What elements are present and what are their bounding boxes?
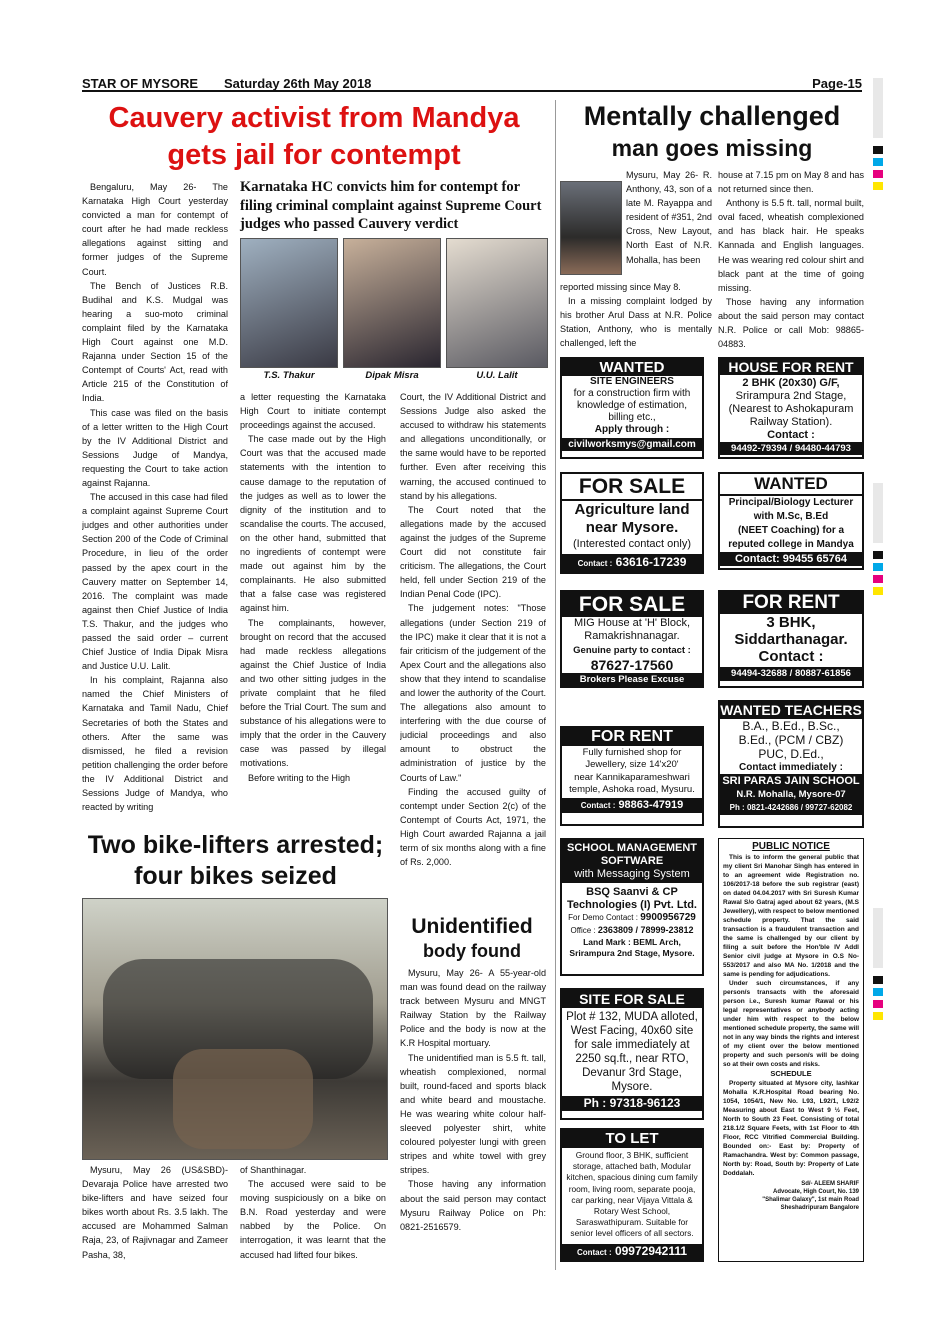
bike-lifters-photo bbox=[82, 898, 388, 1160]
missing-man-photo bbox=[560, 181, 622, 275]
story3-headline: Two bike-lifters arrested; four bikes seized bbox=[87, 831, 384, 890]
ad-to-let: TO LET Ground floor, 3 BHK, sufficient storage, attached bath, Modular kitchen, spacious dining cum family room, living room, separate pooja, car parking, near Vijaya Vittala & Rotary West School, Saraswathipuram. Suitable for senior level officers of all sectors. Contact : 09972942111 bbox=[560, 1128, 704, 1262]
print-registration-marks bbox=[873, 78, 883, 1278]
ad-school-software: SCHOOL MANAGEMENT SOFTWARE with Messaging System BSQ Saanvi & CP Technologies (I) Pvt. Ltd. For Demo Contact : 9900956729 Office : 2363809 / 78999-23812 Land Mark : BEML Arch, Srirampura 2nd Stage, Mysore. bbox=[560, 838, 704, 976]
story4-headline: Unidentified body found bbox=[411, 915, 533, 961]
story1-column-1: Bengaluru, May 26- The Karnataka High Court yesterday convicted a man for contempt of court after he had made reckless allegations against sitting and former judges of the Supreme Court. The Bench of Justices R.B. Budihal and K.S. Mudgal was hearing a suo-moto criminal complaint filed by the Karnataka High Court against one M.D. Rajanna under Section 15 of the Contempt of Courts' Act, read with Article 215 of the Constitution of India. This case was filed on the basis of a letter written to the High Court by the IV Additional District and Sessions Judge of Mandya, requesting the Court to take action against Rajanna. The accused in this case had filed a complaint against Supreme Court judges and other authorities under Section 200 of the Code of Criminal Procedure, in lieu of the order passed by the apex court in the Cauvery matter on September 14, 2016. The complaint was made against then Chief Justice of India T.S. Thakur, and the judges who passed the said order – current Chief Justice of India Dipak Misra and Justice U.U. Lalit. In his complaint, Rajanna also named the Chief Ministers of Karnataka and Tamil Nadu, Chief Secretaries of both the States and others. After the same was dismissed, he filed a revision petition challenging the order before the IV Additional District and Sessions Judge of Mandya, who reacted by writing bbox=[82, 182, 228, 813]
story2-column-1a: Mysuru, May 26- R. Anthony, 43, son of a late M. Rayappa and resident of #351, 2nd Cross, New Layout, North East of N.R. Mohalla, has been bbox=[626, 170, 712, 265]
story2-column-1b: reported missing since May 8. In a missing complaint lodged by his brother Arul Dass at N.R. Police Station, Anthony, who is mentally challenged, left the bbox=[560, 282, 712, 349]
caption-lalit: U.U. Lalit bbox=[476, 370, 518, 381]
story3-column-1: Mysuru, May 26 (US&SBD)- Devaraja Police have arrested two bike-lifters and have seized four bikes worth about Rs. 3.5 lakh. The accused are Mohammed Salman Raja, 23, of Rajivnagar and Zameer Pasha, 38, bbox=[82, 1165, 228, 1260]
caption-thakur: T.S. Thakur bbox=[263, 370, 315, 381]
story4-body: Mysuru, May 26- A 55-year-old man was found dead on the railway track between Mysuru and MNGT Railway Station by the Railway Police and the body is now at the K.R Hospital mortuary. The unidentified man is 5.5 ft. tall, wheatish complexioned, normal built, round-faced and sports black and white beard and moustache. He was wearing white colour half-sleeved polyester shirt, white coloured polyester lungi with green stripes and white towel with grey stripes. Those having any information about the said person may contact Mysuru Railway Police on Ph: 0821-2516579. bbox=[400, 968, 546, 1232]
publication-name: STAR OF MYSORE bbox=[82, 76, 199, 91]
judges-photo-strip bbox=[240, 238, 548, 383]
ad-public-notice: PUBLIC NOTICE This is to inform the general public that my client Sri Manohar Singh has entered in to an agreement wide Registration no. 106/2017-18 before the sub registrar (east) on dated 04.04.2017 with Sri Suresh Kumar Rawal S/o Gatraj aged about 62 years, (M.S Jewellery), with respect to below mentioned schedule property. That the said transaction is a fraudulent transaction and the same is challenged by our client by filing a suit before the Hon'ble IV Addl Senior civil judge at Mysore in O.S No-553/2017 and also MA No. 1/2018 and the same is pending for adjudications. Under such circumstances, if any person/s transacts with the aforesaid person i.e., Suresh kumar Rawal or his legal representatives or anybody acting under him with respect to the below mentioned schedule property, the same will not in any way binds the rights and interest of my client over the below mentioned property and such person/s will be doing so at their own costs and risks. SCHEDULE Property situated at Mysore city, lashkar Mohalla K.R.Hospital Road bearing No. 1054, 1054/1, New No. L93, L92/1, L92/2 Measuring about East to West 9 ½ Feet, North to South 23 Feet. Consisting of total 218.1/2 Square Feets, with 1st Floor to 4th Floor, RCC Vitrified Commercial Building. Bounded on:- East by: Property of Ramachandra. West by: Common passage, North by: Road, South by: Property of Late Doddalah. Sd/- ALEEM SHARIF Advocate, High Court, No. 139 "Shalimar Galaxy", 1st main Road Sheshadripuram Bangalore bbox=[718, 838, 864, 1262]
caption-misra: Dipak Misra bbox=[365, 370, 419, 381]
masthead bbox=[82, 74, 862, 92]
ad-for-rent-shop: FOR RENT Fully furnished shop for Jewellery, size 14'x20' near Kannikaparameshwari temple, Ashoka road, Mysuru. Contact : 98863-47919 bbox=[560, 726, 704, 826]
story1-column-3: Court, the IV Additional District and Sessions Judge also asked the accused to withdraw his statements and allegations unconditionally, or the same would have to be reported further. Even after receiving this warning, the accused continued to stand by his allegations. The Court noted that the allegations made by the accused against the judges of the Supreme Court did not constitute fair criticism. The allegations, the Court held, fell under Section 219 of the Indian Penal Code (IPC). The judgement notes: "Those allegations (under Section 219 of the IPC) make it clear that it is not a fair criticism of the judgement of the Apex Court and the allegations also show that they intend to scandalise and lower the authority of the Court. The allegations also amount to interfering with the due course of judicial proceedings and also amount to obstruct the administration of justice by the Courts of Law." Finding the accused guilty of contempt under Section 2(c) of the Contempt of Courts Act, 1971, the High Court awarded Rajanna a jail term of six months along with a fine of Rs. 2,000. bbox=[400, 392, 546, 868]
photo-dipak-misra bbox=[343, 238, 441, 368]
ad-for-sale-mig: FOR SALE MIG House at 'H' Block, Ramakrishnanagar. Genuine party to contact : 87627-17560 Brokers Please Excuse bbox=[560, 590, 704, 688]
story3-column-2: of Shanthinagar. The accused were said to be moving suspiciously on a bike on B.N. Road yesterday and were nabbed by the Police. On interrogation, it was learnt that the accused had lifted four bikes. bbox=[240, 1165, 386, 1260]
ad-for-rent-3bhk: FOR RENT 3 BHK, Siddarthanagar. Contact : 94494-32688 / 80887-61856 bbox=[718, 590, 864, 688]
ad-wanted-lecturer: WANTED Principal/Biology Lecturer with M.Sc, B.Ed (NEET Coaching) for a reputed college in Mandya Contact: 99455 65764 bbox=[718, 472, 864, 570]
story1-headline: Cauvery activist from Mandya gets jail for contempt bbox=[108, 102, 520, 171]
ad-for-sale-land: FOR SALE Agriculture land near Mysore. (Interested contact only) Contact : 63616-17239 bbox=[560, 472, 704, 574]
ad-site-for-sale: SITE FOR SALE Plot # 132, MUDA alloted, West Facing, 40x60 site for sale immediately at 2250 sq.ft., near RTO, Devanur 3rd Stage, Mysore. Ph : 97318-96123 bbox=[560, 988, 704, 1120]
story2-headline: Mentally challenged man goes missing bbox=[583, 101, 841, 161]
ad-wanted-engineers: WANTED SITE ENGINEERS for a construction firm with knowledge of estimation, billing etc., Apply through : civilworksmys@gmail.com bbox=[560, 357, 704, 459]
story1-deck: Karnataka HC convicts him for contempt for filing criminal complaint against Supreme Court judges who passed Cauvery verdict bbox=[240, 179, 542, 232]
photo-uu-lalit bbox=[446, 238, 548, 368]
column-divider bbox=[555, 100, 556, 1270]
ad-house-for-rent: HOUSE FOR RENT 2 BHK (20x30) G/F, Srirampura 2nd Stage, (Nearest to Ashokapuram Railway Station). Contact : 94492-79394 / 94480-44793 bbox=[718, 357, 864, 459]
page-number: Page-15 bbox=[812, 76, 862, 91]
photo-ts-thakur bbox=[240, 238, 338, 368]
story2-column-2: house at 7.15 pm on May 8 and has not returned since then. Anthony is 5.5 ft. tall, normal built, oval faced, wheatish complexioned and has black hair. He speaks Kannada and English languages. He was wearing red colour shirt and black pant at the time of going missing. Those having any information about the said person may contact N.R. Police or call Mob: 98865-04883. bbox=[718, 170, 864, 350]
story1-column-2: a letter requesting the Karnataka High Court to initiate contempt proceedings against the accused. The case made out by the High Court was that the accused made statements with the intention to cause damage to the reputation of the judges as well as to lower the dignity of the institution and to scandalise the courts. The accused, on the other hand, submitted that no ingredients of contempt were made out against him by the complainants. He also submitted that a false case was registered against him. The complainants, however, brought on record that the accused had made reckless allegations against the Chief Justice of India and two other sitting judges in the private complaint that he filed before the Trial Court. The sum and substance of his allegations were to imply that the order in the Cauvery case was passed by illegal motivations. Before writing to the High bbox=[240, 392, 386, 783]
publication-date: Saturday 26th May 2018 bbox=[224, 76, 372, 91]
ad-wanted-teachers: WANTED TEACHERS B.A., B.Ed., B.Sc., B.Ed., (PCM / CBZ) PUC, D.Ed., Contact immediately : SRI PARAS JAIN SCHOOL N.R. Mohalla, Mysore-07 Ph : 0821-4242686 / 99727-62082 bbox=[718, 700, 864, 828]
